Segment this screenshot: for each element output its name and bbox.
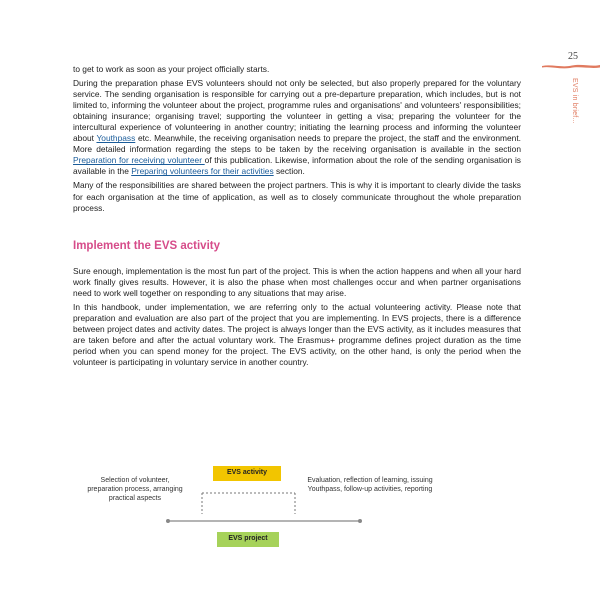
main-content bbox=[73, 64, 521, 371]
section-side-label: EVS in brief... bbox=[571, 78, 578, 124]
paragraph-continuation: to get to work as soon as your project officially starts. bbox=[73, 64, 270, 74]
paragraph-handbook-scope: In this handbook, under implementation, we are referring only to the actual volunteering activity. Please note that preparation and evaluation are also part of the project that you are implementing. In EVS projects, there is a difference between project dates and activity dates. The project is always longer than the EVS activity, as it includes measures that are taken before and after the actual voluntary work. The Erasmus+ programme defines project duration as the time period when you can spend money for the project. The EVS activity, on the other hand, is only the period when the volunteer is participating in voluntary service in another country. bbox=[73, 301, 521, 368]
paragraph-preparation: During the preparation phase EVS volunteers should not only be selected, but also properly prepared for the voluntary service. The sending organisation is responsible for carrying out a pre-departure preparation, which includes, but is not limited to, informing the volunteer about the project, programme rules and organisations' and volunteers' responsibilities; obtaining insurance; organising travel; supporting the volunteer in getting a visa; preparing the volunteer for the intercultural experience of volunteering in another country; initiating the learning process and informing the volunteer about Youthpass etc. Meanwhile, the receiving organisation needs to prepare the project, the staff and the environment. More detailed information regarding the steps to be taken by the receiving organisation is available in the section Preparation for receiving volunteer of this publication. Likewise, information about the role of the sending organisation is available in the Preparing volunteers for their activities section. bbox=[73, 78, 521, 177]
evs-project-box: EVS project bbox=[217, 532, 279, 547]
paragraph-shared-responsibilities: Many of the responsibilities are shared between the project partners. This is why it is important to clearly divide the tasks for each organisation at the time of application, as well as to closely communicate throughout the whole preparation process. bbox=[73, 180, 521, 213]
evs-activity-box: EVS activity bbox=[213, 466, 281, 481]
paragraph-implementation: Sure enough, implementation is the most fun part of the project. This is when the action happens and when all your hard work finally gives results. However, it is also the phase when most challenges occur and when partner organisations need to work well together on responding to any situations that may arise. bbox=[73, 265, 521, 298]
timeline-lines bbox=[60, 460, 540, 560]
post-activity-text: Evaluation, reflection of learning, issuing Youthpass, follow-up activities, reporting bbox=[307, 477, 433, 493]
youthpass-link[interactable]: Youthpass bbox=[96, 133, 136, 144]
section-heading: Implement the EVS activity bbox=[73, 239, 220, 252]
orange-brush-stroke bbox=[542, 63, 600, 69]
pre-activity-text: Selection of volunteer, preparation process, arranging practical aspects bbox=[87, 477, 183, 502]
preparation-receiving-link[interactable]: Preparation for receiving volunteer bbox=[73, 155, 205, 166]
evs-timeline-diagram bbox=[60, 460, 540, 560]
page-number: 25 bbox=[568, 51, 578, 62]
preparing-volunteers-link[interactable]: Preparing volunteers for their activities bbox=[131, 166, 274, 177]
